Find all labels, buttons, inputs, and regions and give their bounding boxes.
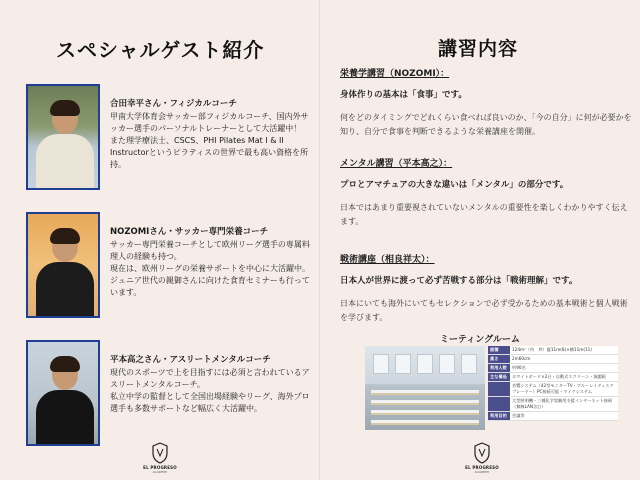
- section-heading: 栄養学講習（NOZOMI）：: [340, 69, 450, 79]
- guest-name: 平本高之さん・アスリートメンタルコーチ: [110, 355, 271, 365]
- nutrition-section: [340, 67, 632, 139]
- logo-text: EL PROGRESO: [465, 465, 499, 470]
- table-row: 面積 124m²（約 坪）縦11m(8)×横11m(11): [488, 346, 618, 355]
- mental-section: [340, 157, 632, 229]
- academy-logo: [143, 442, 177, 478]
- guest-photo-goda: [26, 84, 100, 190]
- guest-bio-text: 私立中学の監督として全国出場経験やリーグ、海外プロ選手も多数サポートなど幅広く大活躍中。: [110, 392, 310, 413]
- section-lead: 日本人が世界に渡って必ず苦戦する部分は「戦術理解」です。: [340, 276, 578, 286]
- meeting-room-info-table: [488, 346, 618, 421]
- guest-bio-text: サッカー専門栄養コーチとして欧州リーグ選手の専属料理人の経験も持つ。: [110, 240, 310, 261]
- right-page: [320, 0, 640, 480]
- table-row: 利用目的 会議等: [488, 412, 618, 421]
- guest-name: NOZOMIさん・サッカー専門栄養コーチ: [110, 227, 269, 237]
- guest-photo-hiramoto: [26, 340, 100, 446]
- meeting-room-title: ミーティングルーム: [440, 335, 520, 345]
- section-text: 何をどのタイミングでどれくらい食べれば良いのか、「今の自分」に何が必要かを知り、自分で食事を判断できるような栄養講座を開催。: [340, 113, 632, 136]
- logo-subtext: ACADEMY: [474, 470, 490, 474]
- guest-bio-text: ジュニア世代の親御さんに向けた食育セミナーも行っています。: [110, 276, 310, 297]
- section-heading: メンタル講習（平本高之）：: [340, 159, 453, 169]
- guest-bio-text: 現在は、欧州リーグの栄養サポートを中心に大活躍中。: [110, 264, 310, 273]
- section-text: 日本にいても海外にいてもセレクションで必ず受かるための基本戦術と個人戦術を学びます。: [340, 299, 628, 322]
- guest-bio-text: 甲南大学体育会サッカー部フィジカルコーチ、国内外サッカー選手のパーソナルトレーナーとして大活躍中！: [110, 112, 309, 133]
- section-text: 日本ではあまり重要視されていないメンタルの重要性を楽しくわかりやすく伝えます。: [340, 203, 628, 226]
- guest-bio-nozomi: [110, 226, 310, 299]
- shield-logo-icon: [474, 442, 490, 464]
- table-row: 利用人数 約90名: [488, 364, 618, 373]
- shield-logo-icon: [152, 442, 168, 464]
- course-content-title: 講習内容: [438, 38, 519, 60]
- table-row: 音響システム（42型モニターTV・ブルーレイディスクプレーヤー）PC接続可能・マイクシステム: [488, 382, 618, 397]
- section-heading: 戦術講座（相良祥太）：: [340, 255, 435, 265]
- table-row: 主な備品 ホワイトボード×2台・自動式スクリーン・演題板: [488, 373, 618, 382]
- guest-photo-nozomi: [26, 212, 100, 318]
- logo-subtext: ACADEMY: [152, 470, 168, 474]
- guest-intro-title: スペシャルゲスト紹介: [56, 38, 265, 62]
- table-row: 大型照明機・三種化学実験用支援インターネット接続（無線LAN含む）: [488, 397, 618, 412]
- meeting-room-photo: [365, 346, 485, 430]
- section-lead: プロとアマチュアの大きな違いは「メンタル」の部分です。: [340, 180, 569, 190]
- academy-logo: [465, 442, 499, 478]
- section-lead: 身体作りの基本は「食事」です。: [340, 90, 467, 100]
- guest-bio-hiramoto: [110, 354, 310, 415]
- guest-bio-text: 現代のスポーツで上を目指すには必須と言われているアスリートメンタルコーチ。: [110, 368, 310, 389]
- guest-bio-goda: [110, 98, 310, 171]
- table-row: 高さ 2m60cm: [488, 355, 618, 364]
- logo-text: EL PROGRESO: [143, 465, 177, 470]
- guest-bio-text: また理学療法士、CSCS、PHI Pilates Mat I & II Instructorというピラティスの世界で最も高い資格を所持。: [110, 136, 309, 169]
- tactics-section: [340, 253, 632, 325]
- guest-name: 合田幸平さん・フィジカルコーチ: [110, 99, 237, 109]
